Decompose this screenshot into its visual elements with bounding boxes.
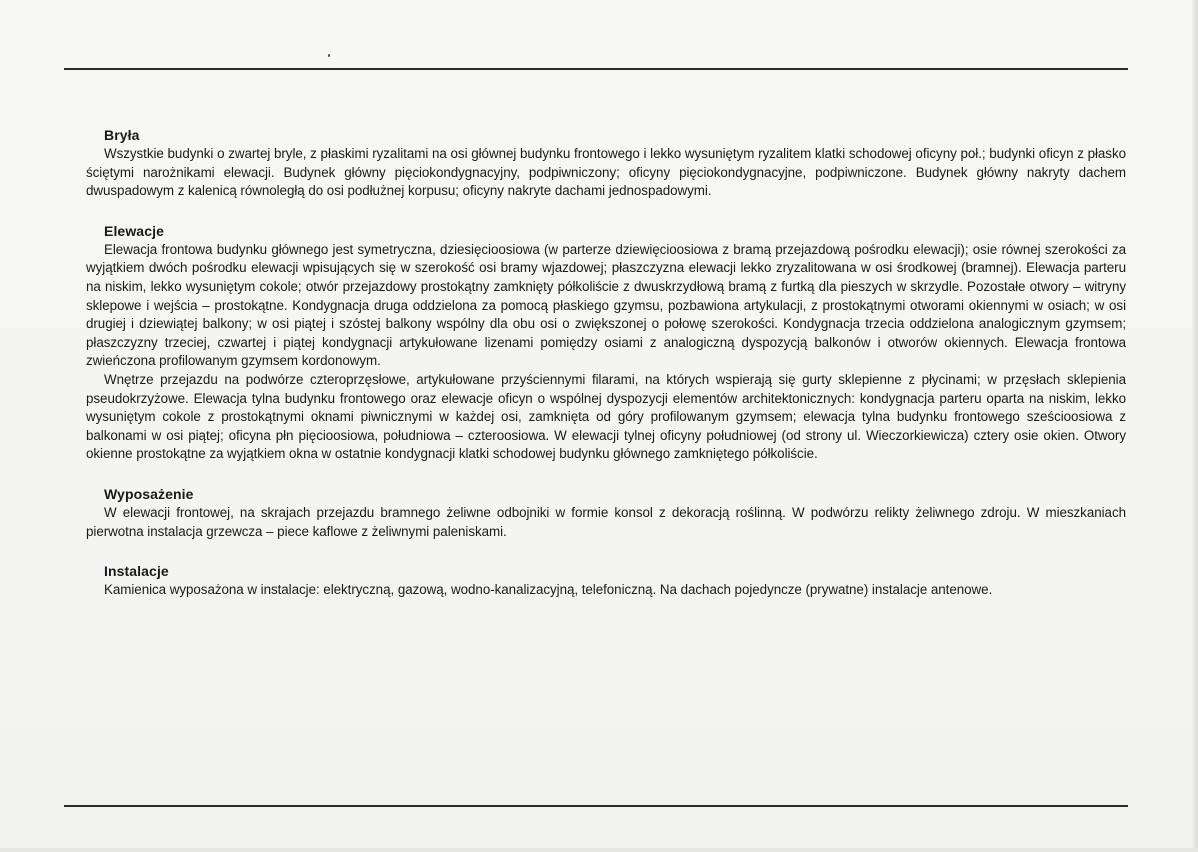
section-bryla bbox=[86, 126, 1126, 201]
section-heading: Instalacje bbox=[104, 563, 169, 580]
section-paragraph: W elewacji frontowej, na skrajach przejazdu bramnego żeliwne odbojniki w formie konsol z dekoracją roślinną. W podwórzu relikty żeliwnego zdroju. W mieszkaniach pierwotna instalacja grzewcza – piece kaflowe z żeliwnymi paleniskami. bbox=[86, 504, 1126, 539]
scan-speck bbox=[328, 54, 330, 57]
page-edge-right bbox=[1192, 0, 1198, 852]
top-rule bbox=[64, 68, 1128, 70]
bottom-rule bbox=[64, 805, 1128, 807]
document-body bbox=[86, 126, 1126, 621]
section-paragraph: Wnętrze przejazdu na podwórze czteroprzęsłowe, artykułowane przyściennymi filarami, na których wspierają się gurty sklepienne z płycinami; w przęsłach sklepienia pseudokrzyżowe. Elewacja tylna budynku frontowego oraz elewacje oficyn o wspólnej dyspozycji elementów architektonicznych: kondygnacja parteru oparta na niskim, lekko wysuniętym cokole z prostokątnymi oknami piwnicznymi w każdej osi, zamknięta od góry profilowanym gzymsem; elewacja tylna budynku frontowego sześcioosiowa z balkonami w osi piątej; oficyna płn pięcioosiowa, południowa – czteroosiowa. W elewacji tylnej oficyny południowej (od strony ul. Wieczorkiewicza) cztery osie okien. Otwory okienne prostokątne za wyjątkiem okna w ostatnie kondygnacji klatki schodowej budynku głównego zamkniętego półkoliście. bbox=[86, 371, 1126, 462]
section-paragraph: Elewacja frontowa budynku głównego jest symetryczna, dziesięcioosiowa (w parterze dziewięcioosiowa z bramą przejazdową pośrodku elewacji); osie równej szerokości za wyjątkiem dwóch pośrodku elewacji wpisujących się w szerokość osi bramy wjazdowej; płaszczyzna elewacji lekko zryzalitowana w osi środkowej (bramnej). Elewacja parteru na niskim, lekko wysuniętym cokole; otwór przejazdowy prostokątny zamknięty półkoliście z dwuskrzydłową bramą z furtką dla pieszych w skrzydle. Pozostałe otwory – witryny sklepowe i wejścia – prostokątne. Kondygnacja druga oddzielona za pomocą płaskiego gzymsu, pozbawiona artykulacji, z prostokątnymi otworami okiennymi w osiach; w osi drugiej i dziewiątej balkony; w osi piątej i szóstej balkony wspólny dla obu osi o zwiększonej o połowę szerokości. Kondygnacja trzecia oddzielona analogicznym gzymsem; płaszczyzny trzeciej, czwartej i piątej kondygnacji artykułowane lizenami pomiędzy osiami z analogiczną dyspozycją balkonów i otworów okiennych. Elewacja frontowa zwieńczona profilowanym gzymsem kordonowym. bbox=[86, 241, 1126, 369]
section-paragraph: Kamienica wyposażona w instalacje: elektryczną, gazową, wodno-kanalizacyjną, telefoniczną. Na dachach pojedyncze (prywatne) instalacje antenowe. bbox=[104, 582, 993, 598]
section-paragraph: Wszystkie budynki o zwartej bryle, z płaskimi ryzalitami na osi głównej budynku frontowego i lekko wysuniętym ryzalitem klatki schodowej oficyny poł.; budynki oficyn z płasko ściętymi narożnikami elewacji. Budynek główny pięciokondygnacyjny, podpiwniczony; oficyny pięciokondygnacyjne, podpiwniczone. Budynek główny nakryty dachem dwuspadowym z kalenicą równoległą do osi podłużnej korpusu; oficyny nakryte dachami jednospadowymi. bbox=[86, 146, 1126, 199]
section-instalacje bbox=[86, 562, 1126, 600]
section-heading: Wyposażenie bbox=[104, 485, 194, 502]
section-heading: Bryła bbox=[104, 127, 140, 143]
page-edge-bottom bbox=[0, 848, 1198, 852]
section-elewacje bbox=[86, 222, 1126, 464]
section-heading: Elewacje bbox=[104, 222, 164, 239]
section-wyposazenie bbox=[86, 485, 1126, 541]
